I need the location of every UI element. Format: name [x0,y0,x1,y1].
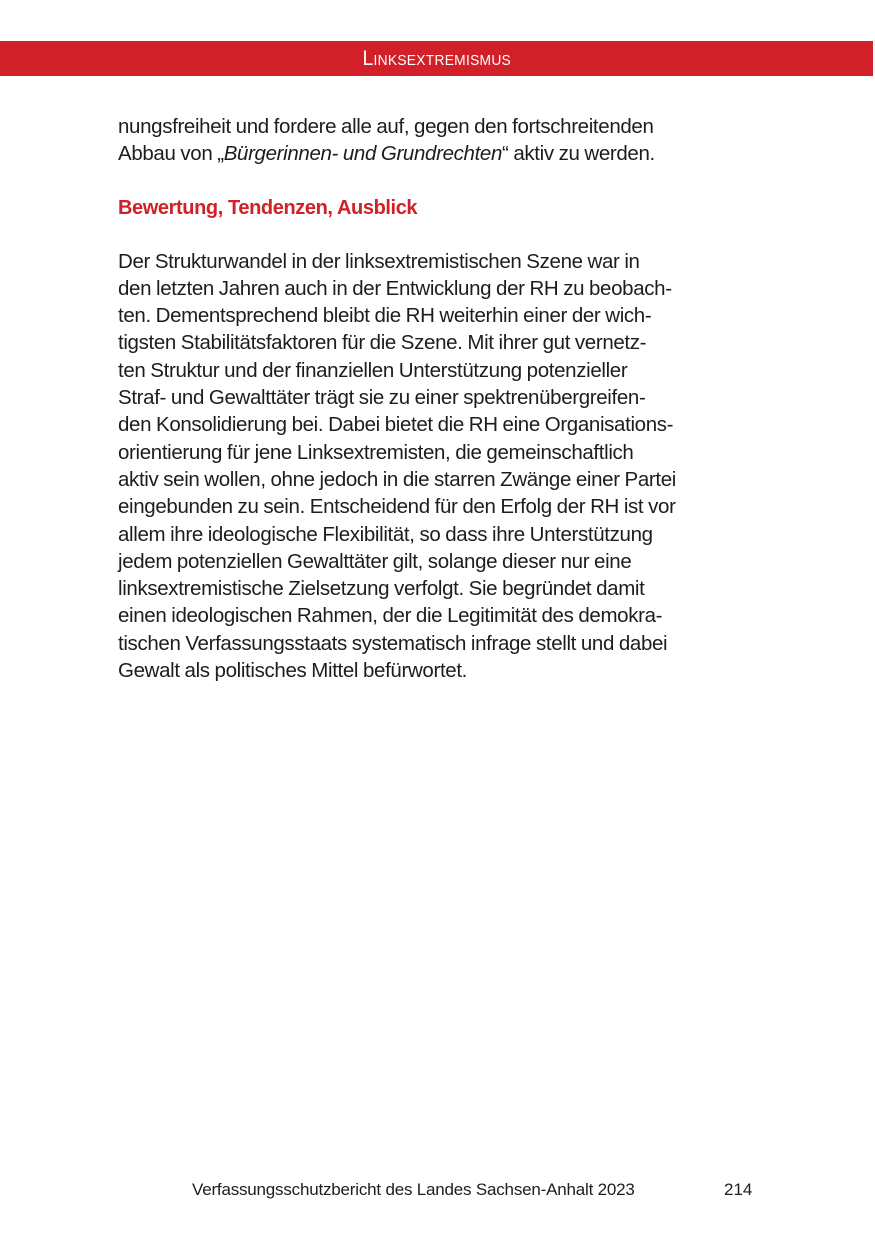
text-line: Der Strukturwandel in der linksextremistischen Szene war in [118,249,640,273]
text-line: tigsten Stabilitätsfaktoren für die Szene. Mit ihrer gut vernetz- [118,331,647,355]
text-line: Gewalt als politisches Mittel befürwortet. [118,659,468,683]
text-line: ten. Dementsprechend bleibt die RH weiterhin einer der wich- [118,304,652,328]
text-span: “ aktiv zu werden. [502,142,655,166]
chapter-title: Linksextremismus [362,47,511,70]
text-line: ten Struktur und der finanziellen Unterstützung potenzieller [118,358,628,382]
chapter-header-bar [0,41,873,76]
text-line: aktiv sein wollen, ohne jedoch in die starren Zwänge einer Partei [118,467,676,491]
page-content [118,113,768,684]
section-heading: Bewertung, Tendenzen, Ausblick [118,196,418,219]
text-line: einen ideologischen Rahmen, der die Legitimität des demokra- [118,604,663,628]
text-line: jedem potenziellen Gewalttäter gilt, solange dieser nur eine [118,549,632,573]
text-line: den Konsolidierung bei. Dabei bietet die RH eine Organisations- [118,413,674,437]
text-line: linksextremistische Zielsetzung verfolgt. Sie begründet damit [118,577,645,601]
text-line: orientierung für jene Linksextremisten, die gemeinschaftlich [118,440,634,464]
text-line: den letzten Jahren auch in der Entwicklung der RH zu beobach- [118,276,672,300]
text-span: Abbau von „ [118,142,224,166]
text-line: tischen Verfassungsstaats systematisch infrage stellt und dabei [118,631,668,655]
text-line: allem ihre ideologische Flexibilität, so dass ihre Unterstützung [118,522,653,546]
section-paragraph [118,248,768,685]
emphasized-text: Bürgerinnen- und Grundrechten [223,142,503,166]
text-line: eingebunden zu sein. Entscheidend für den Erfolg der RH ist vor [118,495,676,519]
footer-publication: Verfassungsschutzbericht des Landes Sachsen-Anhalt 2023 [192,1180,635,1199]
text-span: nungsfreiheit und fordere alle auf, gegen den fortschreitenden [118,115,654,138]
intro-paragraph [118,113,768,168]
text-line [118,140,768,167]
text-line [118,113,768,140]
page-number: 214 [724,1180,753,1199]
text-line: Straf- und Gewalttäter trägt sie zu einer spektrenübergreifen- [118,386,646,410]
